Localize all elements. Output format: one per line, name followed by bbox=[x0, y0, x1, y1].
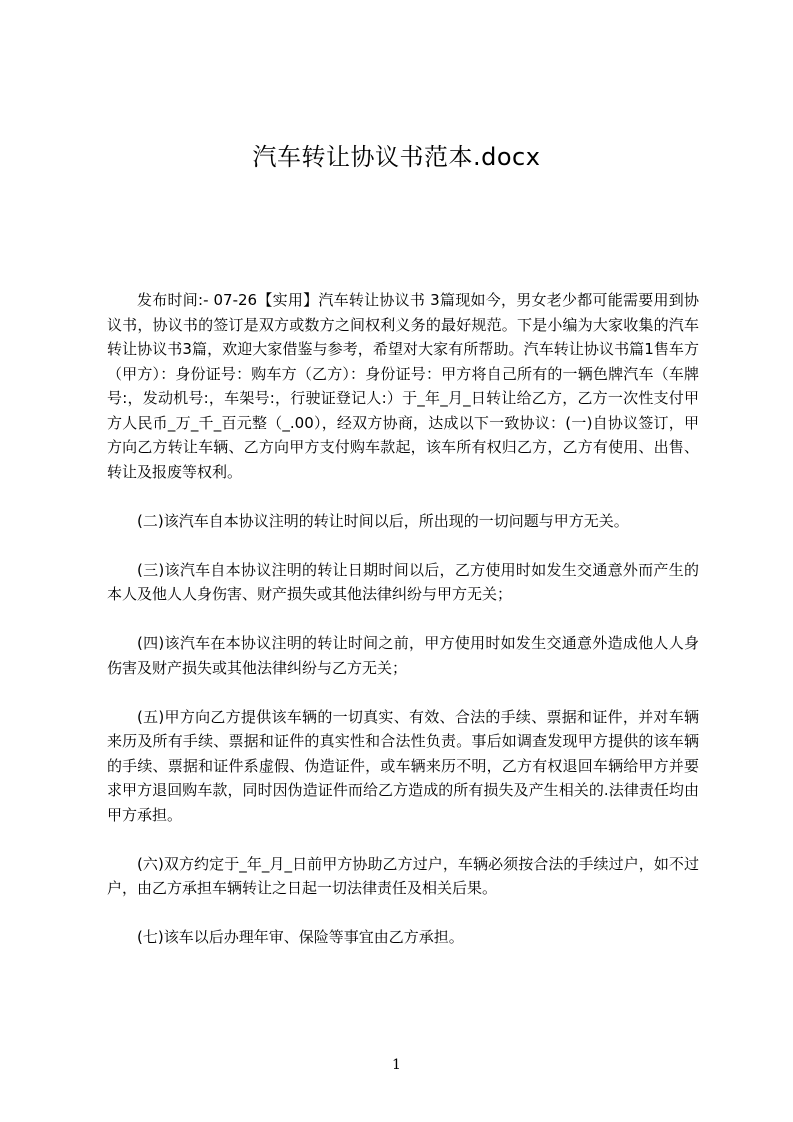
document-body bbox=[107, 288, 699, 950]
paragraph-clause-3: (三)该汽车自本协议注明的转让日期时间以后，乙方使用时如发生交通意外而产生的本人及他人人身伤害、财产损失或其他法律纠纷与甲方无关； bbox=[107, 560, 699, 603]
paragraph-clause-7: (七)该车以后办理年审、保险等事宜由乙方承担。 bbox=[137, 928, 464, 946]
paragraph-clause-5: (五)甲方向乙方提供该车辆的一切真实、有效、合法的手续、票据和证件，并对车辆来历及所有手续、票据和证件的真实性和合法性负责。事后如调查发现甲方提供的该车辆的手续、票据和证件系虚假、伪造证件，或车辆来历不明，乙方有权退回车辆给甲方并要求甲方退回购车款，同时因伪造证件而给乙方造成的所有损失及产生相关的.法律责任均由甲方承担。 bbox=[107, 707, 699, 824]
paragraph-clause-2: (二)该汽车自本协议注明的转让时间以后，所出现的一切问题与甲方无关。 bbox=[137, 511, 629, 530]
document-title: 汽车转让协议书范本.docx bbox=[252, 143, 541, 171]
paragraph-clause-4: (四)该汽车在本协议注明的转让时间之前，甲方使用时如发生交通意外造成他人人身伤害及财产损失或其他法律纠纷与乙方无关； bbox=[107, 634, 699, 677]
paragraph-intro: 发布时间:- 07-26【实用】汽车转让协议书 3篇现如今，男女老少都可能需要用到协议书，协议书的签订是双方或数方之间权利义务的最好规范。下是小编为大家收集的汽车转让协议书3篇，欢迎大家借鉴与参考，希望对大家有所帮助。汽车转让协议书篇1售车方（甲方）：身份证号：购车方（乙方）：身份证号：甲方将自己所有的一辆色牌汽车（车牌号:，发动机号:，车架号:，行驶证登记人:）于_年_月_日转让给乙方，乙方一次性支付甲方人民币_万_千_百元整（_.00），经双方协商，达成以下一致协议：(一)自协议签订，甲方向乙方转让车辆、乙方向甲方支付购车款起，该车所有权归乙方，乙方有使用、出售、转让及报废等权利。 bbox=[107, 291, 699, 481]
page-number: 1 bbox=[392, 1057, 401, 1073]
paragraph-clause-6: (六)双方约定于_年_月_日前甲方协助乙方过户，车辆必须按合法的手续过户，如不过户，由乙方承担车辆转让之日起一切法律责任及相关后果。 bbox=[107, 854, 699, 897]
